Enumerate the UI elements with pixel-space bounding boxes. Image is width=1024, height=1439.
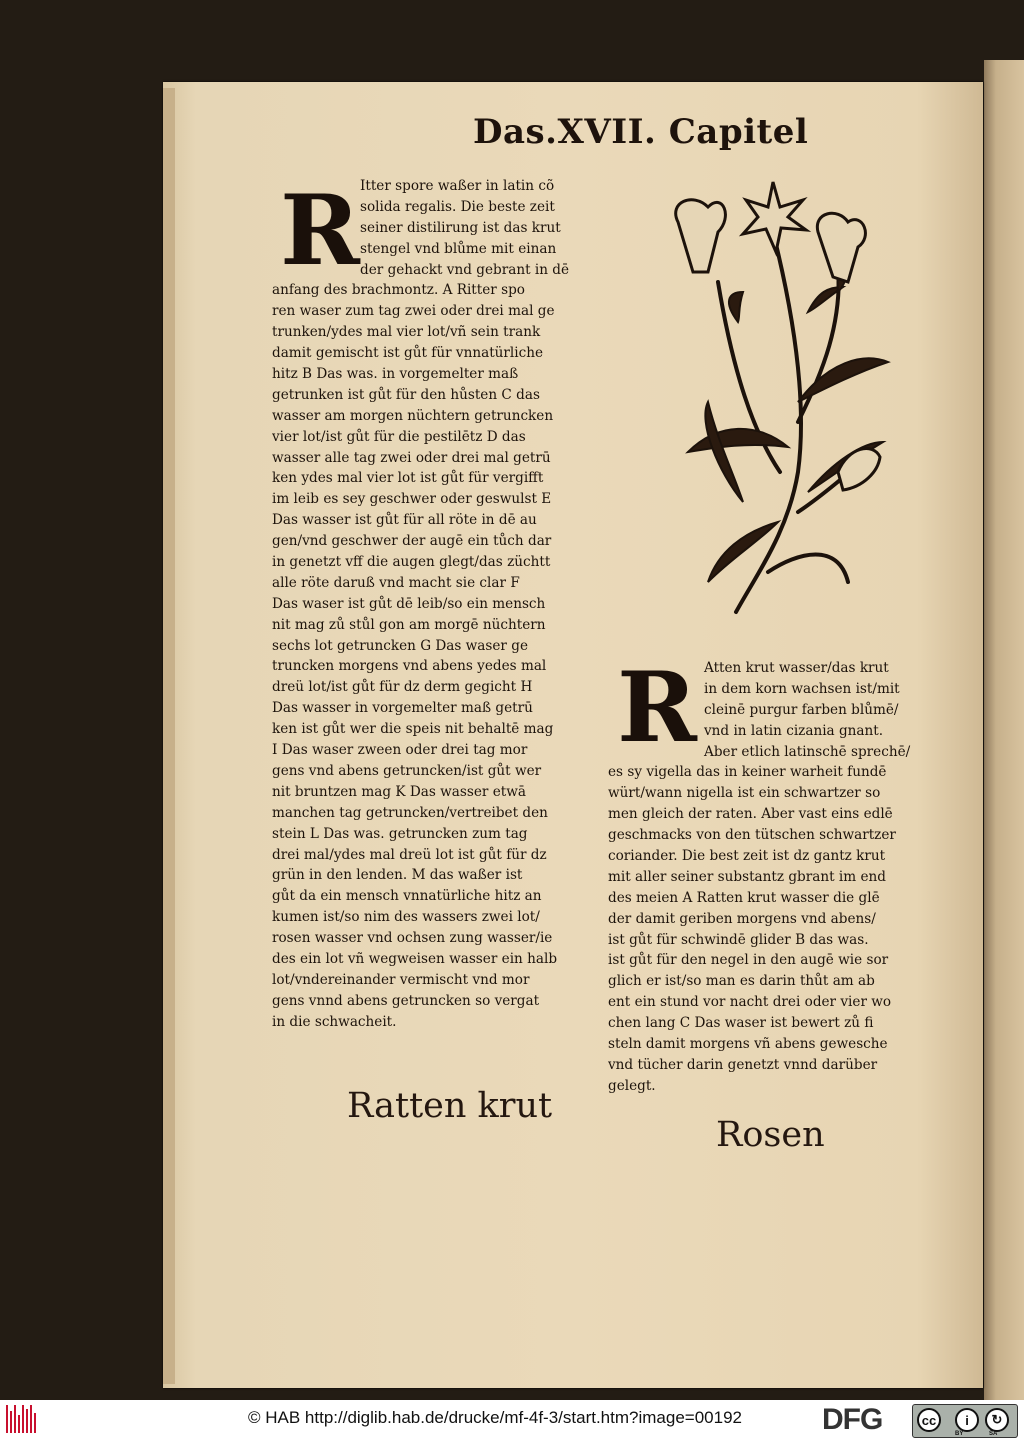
text-line: dreü lot/ist gůt für dz derm gegicht H [272,679,533,696]
text-line: ist gůt für schwindē glider B das was. [608,931,869,948]
text-line: Itter spore waßer in latin cõ [360,178,555,194]
text-line: cleinē purgur farben blůmē/ [704,701,899,718]
text-line: anfang des brachmontz. A Ritter spo [272,282,525,299]
chapter-heading: Das.XVII. Capitel [473,112,809,152]
text-line: men gleich der raten. Aber vast eins edlē [608,806,893,823]
text-line: vier lot/ist gůt für die pestilētz D das [272,428,526,445]
text-line: trunken/ydes mal vier lot/vñ sein trank [272,324,541,341]
text-line: gens vnd abens getruncken/ist gůt wer [272,762,542,779]
text-line: gens vnnd abens getruncken so vergat [272,992,540,1009]
handwritten-label-right: Rosen [716,1115,825,1155]
viewer-footer [0,1400,1024,1439]
license-badge[interactable] [912,1404,1018,1438]
page-gutter [163,88,175,1384]
sa-icon: ↻ [985,1408,1009,1432]
text-line: seiner distilirung ist das krut [360,219,561,236]
text-line: gelegt. [608,1077,656,1094]
text-line: stengel vnd blůme mit einan [360,240,557,257]
text-line: manchen tag getruncken/vertreibet den [272,804,548,821]
text-line: stein L Das was. getruncken zum tag [272,825,528,842]
text-line: wasser am morgen nüchtern getruncken [272,407,554,424]
text-line: wasser alle tag zwei oder drei mal getrū [272,449,551,466]
text-line: geschmacks von den tütschen schwartzer [608,827,896,844]
cc-icon: cc [917,1408,941,1432]
text-line: des ein lot vñ wegweisen wasser ein halb [272,950,558,967]
text-line: steln damit morgens vñ abens gewesche [608,1036,888,1053]
text-line: damit gemischt ist gůt für vnnatürliche [272,345,544,362]
text-line: des meien A Ratten krut wasser die glē [608,889,880,906]
text-line: Das wasser ist gůt für all röte in dē au [272,512,537,529]
text-line: chen lang C Das waser ist bewert zů fi [608,1015,874,1032]
text-line: rosen wasser vnd ochsen zung wasser/ie [272,930,553,947]
plant-woodcut-illustration [648,172,898,620]
text-line: mit aller seiner substantz gbrant im end [608,868,886,885]
text-line: Das wasser in vorgemelter maß getrū [272,700,533,717]
text-line: sechs lot getruncken G Das waser ge [272,637,528,654]
text-line: Atten krut wasser/das krut [704,660,889,676]
text-line: gůt da ein mensch vnnatürliche hitz an [272,888,542,905]
text-line: der gehackt vnd gebrant in dē [360,261,570,278]
text-line: im leib es sey geschwer oder geswulst E [272,491,552,508]
next-page-edge [984,60,1024,1400]
decorated-initial-left: R [280,173,360,287]
text-line: getrunken ist gůt für den hůsten C das [272,386,540,403]
text-line: ken ydes mal vier lot ist gůt für vergifft [272,470,544,487]
text-line: Das waser ist gůt dē leib/so ein mensch [272,595,546,612]
text-line: grün in den lenden. M das waßer ist [272,867,523,884]
sa-label: SA [989,1431,998,1437]
text-line: nit mag zů stůl gon am morgē nüchtern [272,616,546,633]
text-line: gen/vnd geschwer der augē ein tůch dar [272,533,552,550]
by-icon: i [955,1408,979,1432]
text-line: solida regalis. Die beste zeit [360,198,555,215]
text-line: coriander. Die best zeit ist dz gantz krut [608,848,886,865]
right-text-column [608,650,940,1097]
text-line: vnd in latin cizania gnant. [704,722,884,739]
by-label: BY [955,1431,964,1437]
text-line: ist gůt für den negel in den augē wie sor [608,952,889,969]
text-line: Aber etlich latinschē sprechē/ [704,743,911,760]
text-line: ent ein stund vor nacht drei oder vier wo [608,994,892,1011]
dfg-logo[interactable]: DFG [822,1403,883,1436]
text-line: kumen ist/so nim des wassers zwei lot/ [272,909,540,926]
text-line: I Das waser zween oder drei tag mor [272,742,528,759]
text-line: würt/wann nigella ist ein schwartzer so [608,785,881,802]
text-line: in die schwacheit. [272,1013,397,1030]
text-line: drei mal/ydes mal dreü lot ist gůt für dz [272,846,547,863]
text-line: nit bruntzen mag K Das wasser etwā [272,783,526,800]
left-text-column [272,173,604,1033]
text-line: glich er ist/so man es darin thůt am ab [608,973,875,990]
hab-logo-icon[interactable] [6,1405,38,1433]
text-line: ken ist gůt wer die speis nit behaltē mag [272,721,554,738]
text-line: ren waser zum tag zwei oder drei mal ge [272,303,555,320]
text-line: truncken morgens vnd abens yedes mal [272,658,547,675]
text-line: der damit geriben morgens vnd abens/ [608,910,876,927]
decorated-initial-right: R [617,650,697,764]
text-line: hitz B Das was. in vorgemelter maß [272,366,519,383]
text-line: vnd tücher darin genetzt vnnd darüber [608,1056,878,1073]
text-line: es sy vigella das in keiner warheit fundē [608,764,887,781]
text-line: in dem korn wachsen ist/mit [704,680,900,697]
text-line: alle röte daruß vnd macht sie clar F [272,574,520,591]
text-line: in genetzt vff die augen glegt/das züchtt [272,554,551,571]
text-line: lot/vndereinander vermischt vnd mor [272,971,530,988]
handwritten-label-left: Ratten krut [347,1086,553,1126]
source-credit-link[interactable]: © HAB http://diglib.hab.de/drucke/mf-4f-3/start.htm?image=00192 [248,1408,742,1427]
